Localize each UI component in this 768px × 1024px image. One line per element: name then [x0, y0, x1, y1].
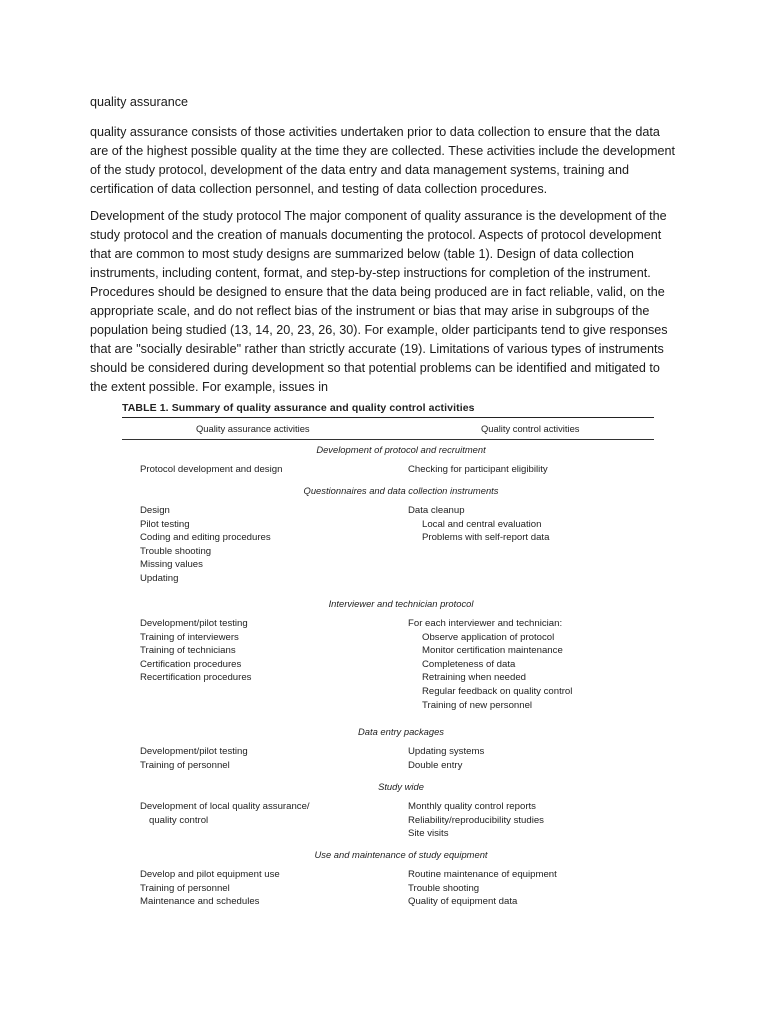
table-column-headers	[122, 418, 654, 439]
assurance-item: Training of interviewers	[140, 631, 239, 643]
control-item: For each interviewer and technician:	[408, 618, 563, 629]
section-title: Use and maintenance of study equipment	[314, 849, 488, 860]
assurance-item: quality control	[149, 814, 209, 826]
control-column	[408, 868, 658, 909]
control-item: Reliability/reproducibility studies	[408, 814, 544, 826]
control-column	[408, 745, 658, 772]
control-item: Routine maintenance of equipment	[408, 869, 557, 880]
assurance-item: Protocol development and design	[140, 464, 283, 475]
table-section	[122, 726, 654, 781]
control-item: Data cleanup	[408, 505, 465, 516]
table-title: TABLE 1. Summary of quality assurance and quality control activities	[122, 402, 475, 414]
paragraph-intro: quality assurance consists of those activities undertaken prior to data collection to ensure that the data are of the highest possible quality at the time they are collected. These activities include the development of the study protocol, development of the data entry and data management systems, training and certification of data collection personnel, and testing of data collection procedures.	[90, 125, 676, 196]
section-title: Data entry packages	[358, 726, 444, 737]
assurance-item: Design	[140, 505, 170, 516]
assurance-item: Development of local quality assurance/	[140, 801, 310, 812]
assurance-item: Pilot testing	[140, 518, 190, 530]
assurance-item: Maintenance and schedules	[140, 896, 260, 908]
table-section	[122, 440, 654, 485]
control-item: Retraining when needed	[422, 672, 527, 684]
assurance-item: Training of personnel	[140, 759, 230, 771]
table-figure	[122, 402, 654, 919]
assurance-item: Develop and pilot equipment use	[140, 869, 280, 880]
table-section	[122, 485, 654, 598]
control-item: Problems with self-report data	[422, 532, 550, 544]
assurance-item: Development/pilot testing	[140, 618, 248, 629]
control-column	[408, 463, 658, 477]
assurance-item: Missing values	[140, 559, 203, 571]
section-title: Questionnaires and data collection instruments	[303, 485, 499, 496]
assurance-item: Updating	[140, 572, 179, 584]
control-column	[408, 504, 658, 545]
control-item: Site visits	[408, 828, 449, 840]
assurance-item: Coding and editing procedures	[140, 532, 271, 544]
control-item: Monitor certification maintenance	[422, 645, 563, 657]
assurance-column	[140, 463, 390, 477]
control-item: Monthly quality control reports	[408, 801, 536, 812]
control-item: Trouble shooting	[408, 882, 480, 894]
assurance-column	[140, 617, 390, 685]
control-item: Training of new personnel	[422, 699, 533, 711]
assurance-item: Training of personnel	[140, 882, 230, 894]
control-item: Checking for participant eligibility	[408, 464, 548, 475]
assurance-item: Trouble shooting	[140, 545, 212, 557]
section-title: Study wide	[378, 781, 424, 792]
assurance-column	[140, 745, 390, 772]
paragraph-protocol: Development of the study protocol The major component of quality assurance is the development of the study protocol and the creation of manuals documenting the protocol. Aspects of protocol development that are common to most study designs are summarized below (table 1). Design of data collection instruments, including content, format, and step-by-step instructions for completion of the instrument. Procedures should be designed to ensure that the data being produced are in fact reliable, valid, on the appropriate scale, and do not reflect bias of the instrument or bias that may arise in subgroups of the population being studied (13, 14, 20, 23, 26, 30). For example, older participants tend to give responses that are "socially desirable" rather than strictly accurate (19). Limitations of various types of instruments should be considered during development so that potential problems can be identified and mitigated to the extent possible. For example, issues in	[90, 209, 668, 394]
assurance-column	[140, 800, 390, 827]
control-item: Quality of equipment data	[408, 896, 518, 908]
control-item: Updating systems	[408, 746, 485, 757]
assurance-item: Certification procedures	[140, 658, 242, 670]
column-header-assurance: Quality assurance activities	[196, 423, 310, 434]
control-item: Double entry	[408, 759, 463, 771]
control-item: Completeness of data	[422, 658, 516, 670]
assurance-item: Development/pilot testing	[140, 746, 248, 757]
assurance-item: Training of technicians	[140, 645, 236, 657]
assurance-item: Recertification procedures	[140, 672, 252, 684]
document-heading: quality assurance	[90, 95, 189, 109]
column-header-control: Quality control activities	[481, 423, 580, 434]
control-item: Regular feedback on quality control	[422, 685, 573, 697]
table-section	[122, 781, 654, 849]
assurance-column	[140, 868, 390, 909]
control-item: Observe application of protocol	[422, 631, 555, 643]
table-section	[122, 849, 654, 919]
control-item: Local and central evaluation	[422, 518, 542, 530]
control-column	[408, 800, 658, 841]
control-column	[408, 617, 658, 712]
section-title: Development of protocol and recruitment	[316, 444, 486, 455]
assurance-column	[140, 504, 390, 586]
table-section	[122, 598, 654, 726]
section-title: Interviewer and technician protocol	[328, 598, 474, 609]
